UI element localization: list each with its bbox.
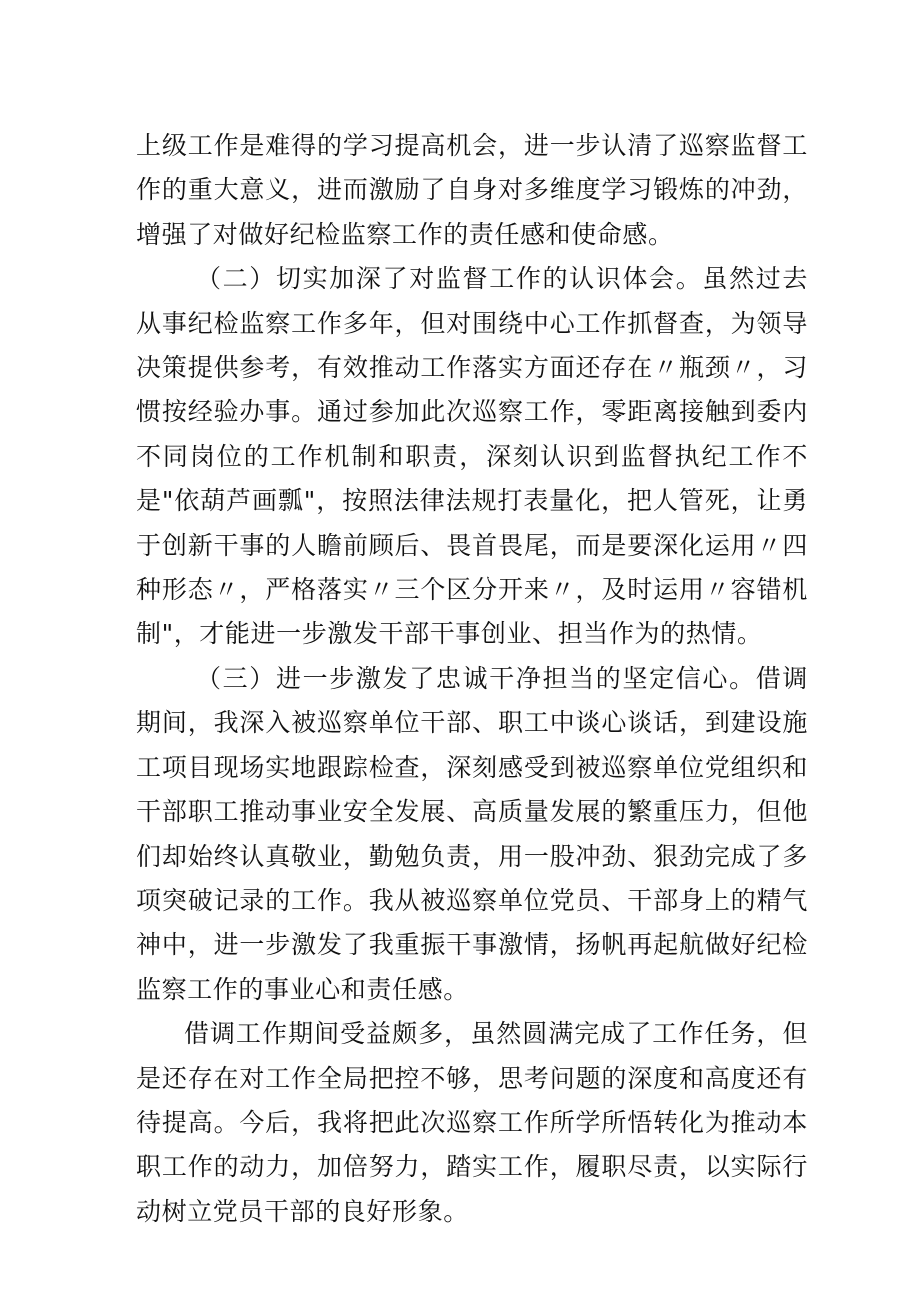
paragraph-conclusion: 借调工作期间受益颇多，虽然圆满完成了工作任务，但是还存在对工作全局把控不够，思考问题的深度和高度还有待提高。今后，我将把此次巡察工作所学所悟转化为推动本职工作的动力，加倍努力，踏实工作，履职尽责，以实际行动树立党员干部的良好形象。: [136, 1019, 808, 1226]
document-body: [136, 124, 808, 1234]
paragraph-section-two: （二）切实加深了对监督工作的认识体会。虽然过去从事纪检监察工作多年，但对围绕中心工作抓督查，为领导决策提供参考，有效推动工作落实方面还存在〃瓶颈〃，习惯按经验办事。通过参加此次巡察工作，零距离接触到委内不同岗位的工作机制和职责，深刻认识到监督执纪工作不是"依葫芦画瓢"，按照法律法规打表量化，把人管死，让勇于创新干事的人瞻前顾后、畏首畏尾，而是要深化运用〃四种形态〃，严格落实〃三个区分开来〃，及时运用〃容错机制"，才能进一步激发干部干事创业、担当作为的热情。: [136, 264, 808, 649]
paragraph-continuation: 上级工作是难得的学习提高机会，进一步认清了巡察监督工作的重大意义，进而激励了自身对多维度学习锻炼的冲劲，增强了对做好纪检监察工作的责任感和使命感。: [136, 131, 808, 249]
paragraph-section-three: （三）进一步激发了忠诚干净担当的坚定信心。借调期间，我深入被巡察单位干部、职工中谈心谈话，到建设施工项目现场实地跟踪检查，深刻感受到被巡察单位党组织和干部职工推动事业安全发展、高质量发展的繁重压力，但他们却始终认真敬业，勤勉负责，用一股冲劲、狠劲完成了多项突破记录的工作。我从被巡察单位党员、干部身上的精气神中，进一步激发了我重振干事激情，扬帆再起航做好纪检监察工作的事业心和责任感。: [136, 663, 808, 1004]
